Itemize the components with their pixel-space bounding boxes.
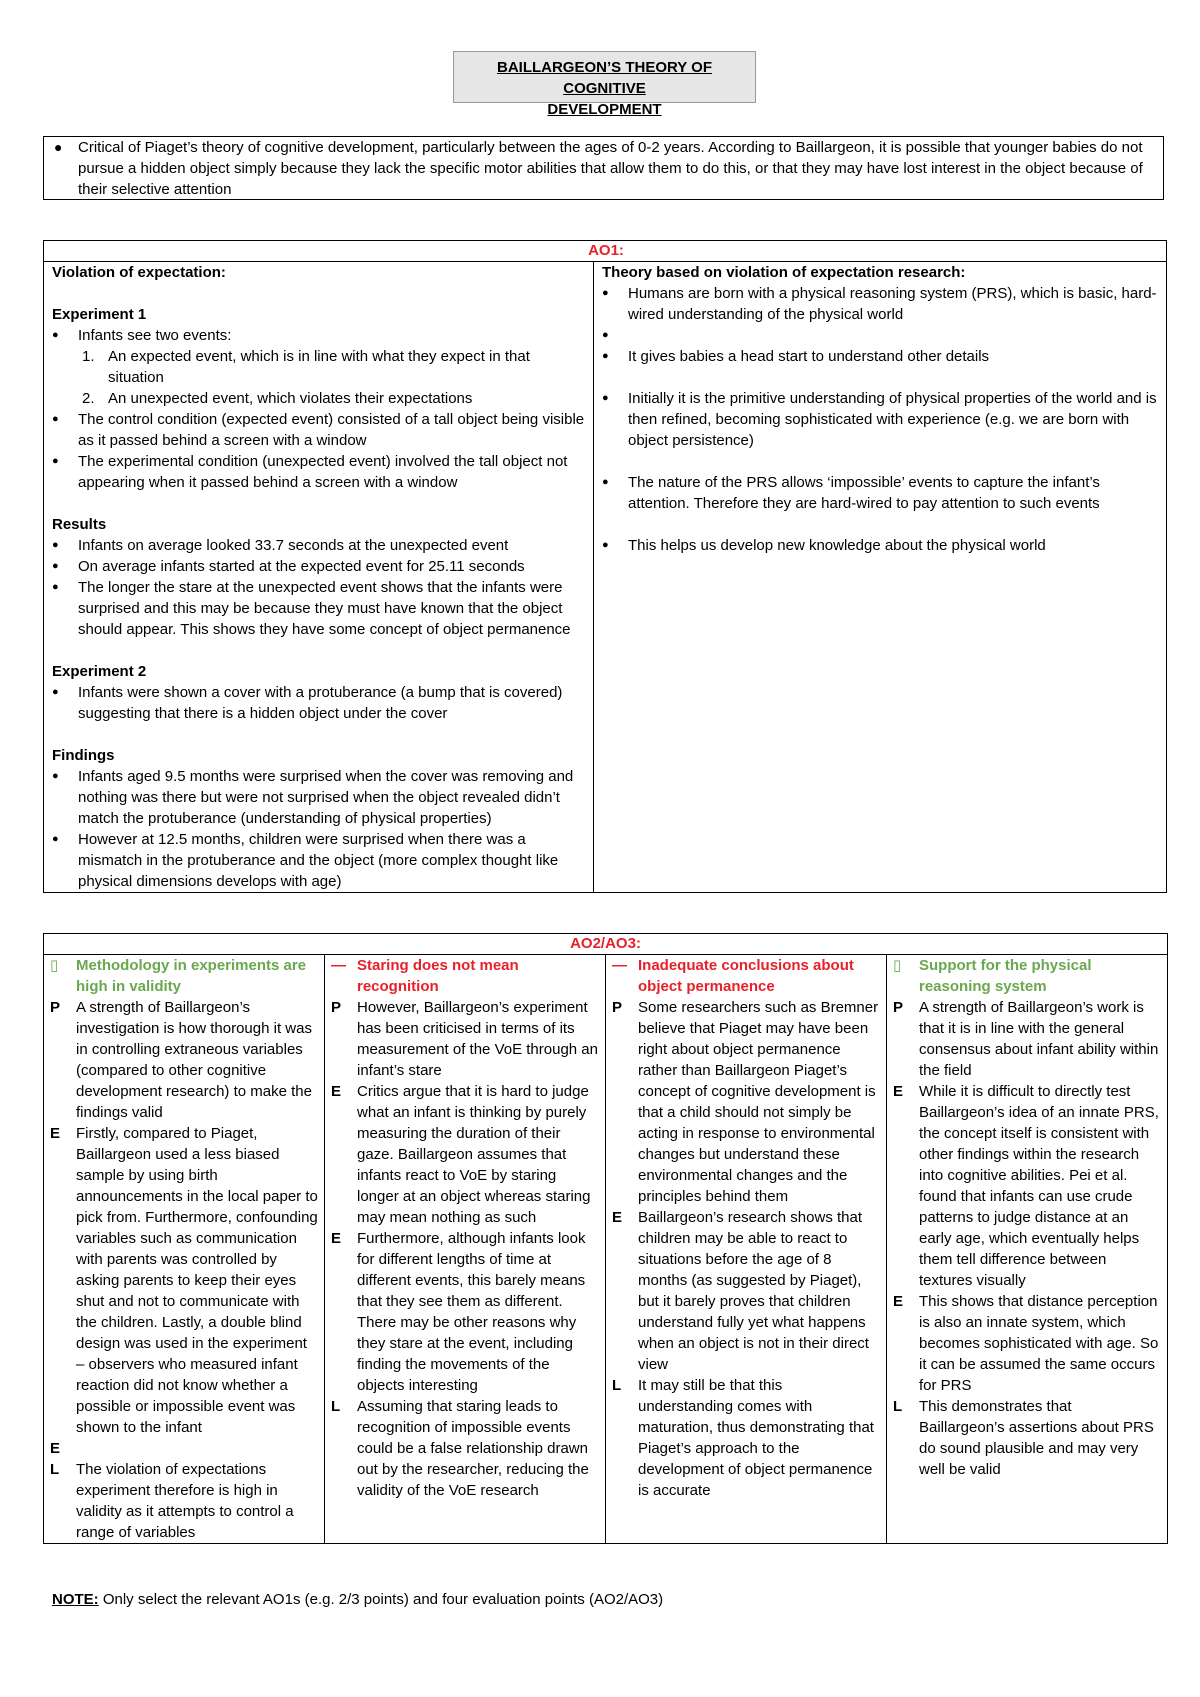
- ao1-left-cell: [44, 262, 594, 893]
- item-number: 1.: [82, 348, 95, 365]
- point-row: L It may still be that this understanding comes with maturation, thus demonstrating that Piaget’s approach to the development of object permanence is accurate: [612, 1377, 874, 1499]
- ao1-right-cell: [594, 262, 1167, 893]
- ao1-table: [43, 240, 1167, 893]
- eval-column-2: [325, 955, 606, 1544]
- findings-list: [52, 766, 587, 892]
- weakness-icon: —: [331, 957, 346, 974]
- point-row: E This shows that distance perception is also an innate system, which becomes sophisticated with age. So it can be assumed the same occurs for PRS: [893, 1293, 1159, 1394]
- list-item: ● The control condition (expected event) consisted of a tall object being visible as it passed behind a screen with a window: [52, 409, 587, 451]
- list-item: ● Infants on average looked 33.7 seconds at the unexpected event: [52, 535, 587, 556]
- list-item: ● The nature of the PRS allows ‘impossible’ events to capture the infant’s attention. Therefore they are hard-wired to pay attention to such events: [602, 472, 1160, 514]
- eval-heading-2: — Staring does not mean recognition: [331, 957, 519, 995]
- point-row: L Assuming that staring leads to recognition of impossible events could be a false relationship drawn out by the researcher, reducing the validity of the VoE research: [331, 1398, 589, 1499]
- strength-icon: ▯: [50, 957, 59, 974]
- list-item: ● The longer the stare at the unexpected event shows that the infants were surprised and this may be because they must have known that the object should appear. This shows they have some concept of object permanence: [52, 577, 587, 640]
- list-item: ● This helps us develop new knowledge about the physical world: [602, 535, 1160, 556]
- events-list: [52, 346, 587, 409]
- point-row: E Firstly, compared to Piaget, Baillargeon used a less biased sample by using birth announcements in the local paper to pick from. Furthermore, confounding variables such as communication with parents was controlled by asking parents to keep their eyes shut and not to communicate with the children. Lastly, a double blind design was used in the experiment – observers who measured infant reaction did not know whether a possible or impossible event was shown to the infant: [50, 1125, 318, 1436]
- experiment-2-list: [52, 682, 587, 724]
- point-row: P Some researchers such as Bremner believe that Piaget may have been right about object permanence rather than Baillargeon Piaget’s concept of cognitive development is that a child should not simply be acting in response to environmental changes but understand these environmental changes and the principles behind them: [612, 999, 879, 1205]
- list-item: [52, 388, 587, 409]
- violation-heading: Violation of expectation:: [52, 264, 226, 281]
- list-item: ● Infants see two events:: [52, 325, 587, 346]
- ao2-table: [43, 933, 1168, 1544]
- title-line-2: DEVELOPMENT: [547, 101, 662, 118]
- point-row: P A strength of Baillargeon’s work is that it is in line with the general consensus about infant ability within the field: [893, 999, 1159, 1079]
- experiment-1-conditions: [52, 409, 587, 493]
- note-label: NOTE:: [52, 1591, 99, 1608]
- intro-box: [43, 136, 1164, 200]
- strength-icon: ▯: [893, 957, 902, 974]
- experiment-1-heading: Experiment 1: [52, 306, 147, 323]
- bullet-icon: ●: [54, 139, 63, 155]
- title-line-1: BAILLARGEON’S THEORY OF COGNITIVE: [496, 59, 712, 97]
- point-row: L This demonstrates that Baillargeon’s assertions about PRS do sound plausible and may very well be valid: [893, 1398, 1154, 1478]
- eval-column-3: [606, 955, 887, 1544]
- list-item: ● The experimental condition (unexpected event) involved the tall object not appearing when it passed behind a screen with a window: [52, 451, 587, 493]
- point-row: P However, Baillargeon’s experiment has been criticised in terms of its measurement of the VoE through an infant’s stare: [331, 999, 598, 1079]
- results-list: [52, 535, 587, 640]
- point-row: P A strength of Baillargeon’s investigation is how thorough it was in controlling extraneous variables (compared to other cognitive development research) to make the findings valid: [50, 999, 312, 1121]
- theory-list: [602, 283, 1160, 346]
- point-row: E While it is difficult to directly test Baillargeon’s idea of an innate PRS, the concept itself is consistent with other findings within the research into cognitive abilities. Pei et al. found that infants can use crude patterns to judge distance at an early age, which eventually helps them tell difference between textures visually: [893, 1083, 1159, 1289]
- list-item: ● Infants were shown a cover with a protuberance (a bump that is covered) suggesting that there is a hidden object under the cover: [52, 682, 587, 724]
- eval-column-1: [44, 955, 325, 1544]
- experiment-1-list: [52, 325, 587, 346]
- findings-heading: Findings: [52, 747, 115, 764]
- footer-note: [52, 1589, 663, 1610]
- eval-heading-1: ▯ Methodology in experiments are high in validity: [50, 957, 307, 995]
- ao2-header: AO2/AO3:: [44, 934, 1168, 955]
- point-row: L The violation of expectations experiment therefore is high in validity as it attempts to control a range of variables: [50, 1461, 294, 1541]
- page-title: [453, 51, 756, 118]
- item-number: 2.: [82, 390, 95, 407]
- point-row: E Baillargeon’s research shows that children may be able to react to situations before the age of 8 months (as suggested by Piaget), but it barely proves that children understand fully yet what happens when an object is not in their direct view: [612, 1209, 869, 1373]
- list-item: ● On average infants started at the expected event for 25.11 seconds: [52, 556, 587, 577]
- list-item: ● However at 12.5 months, children were surprised when there was a mismatch in the protuberance and the object (more complex thought like physical dimensions develops with age): [52, 829, 587, 892]
- note-text: Only select the relevant AO1s (e.g. 2/3 points) and four evaluation points (AO2/AO3): [98, 1591, 664, 1608]
- intro-text: Critical of Piaget’s theory of cognitive development, particularly between the ages of 0-2 years. According to Baillargeon, it is possible that younger babies do not pursue a hidden object simply because they lack the specific motor abilities that allow them to do this, or that they may have lost interest in the object because of their selective attention: [78, 139, 1143, 198]
- list-item: ● Humans are born with a physical reasoning system (PRS), which is basic, hard-wired understanding of the physical world: [602, 283, 1160, 325]
- theory-heading: Theory based on violation of expectation research:: [602, 264, 966, 281]
- eval-column-4: [887, 955, 1168, 1544]
- point-row: E: [50, 1440, 61, 1457]
- experiment-2-heading: Experiment 2: [52, 663, 147, 680]
- point-row: E Furthermore, although infants look for different lengths of time at different events, this barely means that they see them as different. There may be other reasons why they stare at the event, including finding the movements of the objects interesting: [331, 1230, 586, 1394]
- list-item: ● Infants aged 9.5 months were surprised when the cover was removing and nothing was there but were not surprised when the object revealed didn’t match the protuberance (understanding of physical properties): [52, 766, 587, 829]
- list-item: ● It gives babies a head start to understand other details: [602, 346, 1160, 367]
- results-heading: Results: [52, 516, 107, 533]
- eval-heading-3: — Inadequate conclusions about object permanence: [612, 957, 854, 995]
- ao1-header: AO1:: [44, 241, 1167, 262]
- item-text: An unexpected event, which violates their expectations: [108, 390, 473, 407]
- list-item: ● Initially it is the primitive understanding of physical properties of the world and is then refined, becoming sophisticated with experience (e.g. we are born with object persistence): [602, 388, 1160, 451]
- eval-heading-4: ▯ Support for the physical reasoning system: [893, 957, 1092, 995]
- weakness-icon: —: [612, 957, 627, 974]
- point-row: E Critics argue that it is hard to judge what an infant is thinking by purely measuring the duration of their gaze. Baillargeon assumes that infants react to VoE by staring longer at an object whereas staring may mean nothing as such: [331, 1083, 591, 1226]
- item-text: An expected event, which is in line with what they expect in that situation: [108, 348, 530, 386]
- list-item: [52, 346, 587, 388]
